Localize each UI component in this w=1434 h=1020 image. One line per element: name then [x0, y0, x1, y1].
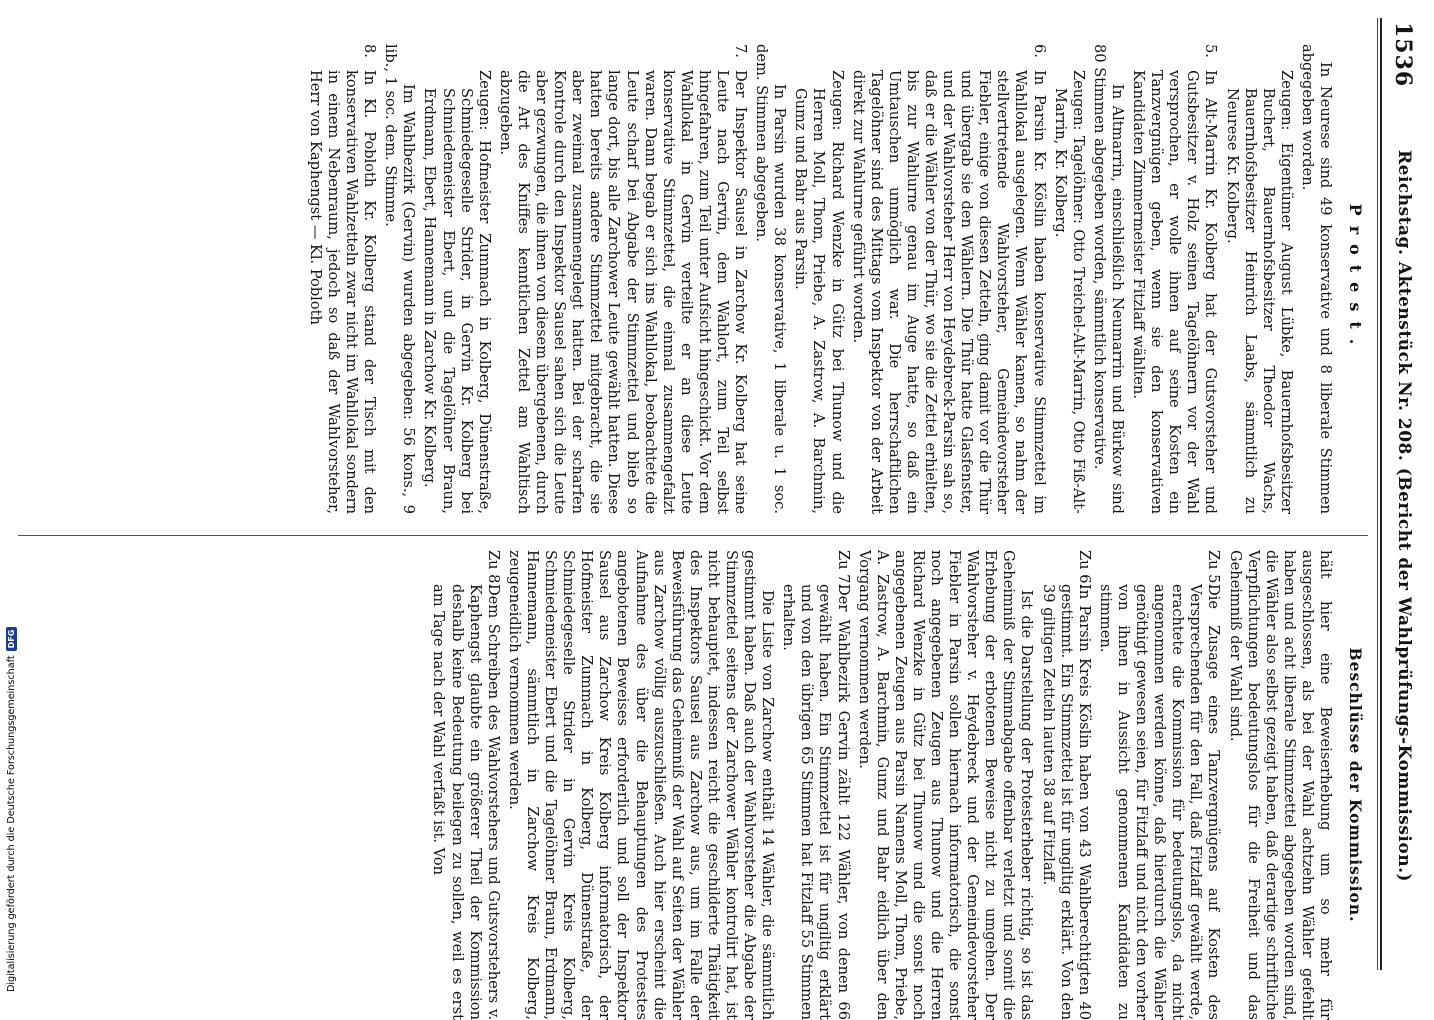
protest-heading: Protest. [1346, 203, 1365, 355]
column-divider [18, 535, 1368, 536]
commission-column [426, 550, 1364, 1020]
decision-label: Zu 7. [834, 550, 852, 589]
digitization-footer [1, 0, 21, 1000]
header-rule [1380, 18, 1382, 970]
left-column-paragraph: In Neurese sind 49 konservative und 8 liberale Stimmen abgegeben worden. [1298, 44, 1334, 514]
left-column-paragraph: In Parsin wurden 38 konservative, 1 liberale u. 1 soc. dem. Stimmen abgegeben. [753, 44, 789, 514]
header-rule-thin [1377, 18, 1378, 970]
paragraph-number: 8. [361, 44, 379, 58]
protest-column [303, 44, 1364, 514]
left-column-paragraph [306, 44, 378, 514]
decision-label: Zu 6. [1075, 550, 1093, 589]
decision-text: Dem Schreiben des Wahlvorstehers und Gutsvorstehers v. Kaphengst glaubte ein größerer Theil der Kommission deshalb keine Bedeutung beilegen zu sollen, weil es erst am Tage nach der Wahl verfaßt ist. Von [430, 584, 502, 1020]
left-column-paragraph [849, 44, 1048, 514]
right-column-paragraph: Die Liste von Zarchow enthält 14 Wähler, die sämmtlich gestimmt haben. Daß auch der Wahlvorsteher die Abgabe der Stimmzettel seitens der Zarchower Wähler kontrolirt hat, ist nicht behauptet, indessen reicht die geschilderte Thätigkeit des Inspektors Sausel aus Zarchow aus, um im Falle der Beweisführung das Geheimniß der Wahl auf Seiten der Wähler aus Zarchow völlig auszuschließen. Auch hier erscheint die Aufnahme des über die Behauptungen des Protestes angebotenen Beweises erforderlich und soll der Inspektor Sausel aus Zarchow Kreis Kolberg informatorisch, der Hofmeister Zummach in Kolberg, Dünenstraße, der Schmiedegeselle Strider in Gervin Kreis Kolberg, Schmiedemeister Ebert und die Tagelöhner Braun, Erdmann, Hannemann, sämmtlich in Zarchow Kreis Kolberg, zeugeneidlich vernommen werden. [505, 550, 777, 1020]
decision-text: Die Zusage eines Tanzvergnügens auf Kosten des Versprechenden für den Fall, daß Fitzlaff gewählt werde, erachtete die Kommission für bedeutungslos, da nicht angenommen werden könne, daß hierdurch die Wähler genöthigt gewesen seien, für Fitzlaff und nicht den vorher von ihnen in Aussicht genommenen Kandidaten zu stimmen. [1096, 584, 1223, 1020]
right-column-paragraph: Ist die Darstellung der Protesterheber richtig, so ist das Geheimniß der Stimmabgabe offenbar verletzt und somit die Erhebung der erbotenen Beweise nicht zu umgehen. Der Wahlvorsteher v. Heydebreck und der Gemeindevorsteher Fiebler in Parsin sollen hiernach informatorisch, die sonst noch angegebenen Zeugen aus Thunow und die Herren Richard Wenzke in Gütz bei Thunow und die sonst noch angegebenen Zeugen aus Parsin Namens Moll, Thom, Priebe, A. Zastrow, A. Barchmin, Gumz und Bahr eidlich über den Vorgang vernommen werden. [855, 550, 1036, 1020]
decision-text: In Parsin Kreis Köslin haben von 43 Wahlberechtigten 40 gestimmt. Ein Stimmzettel ist für ungiltig erklärt. Von den 39 giltigen Zetteln lauten 38 auf Fitzlaff. [1039, 584, 1093, 1020]
footer-text: Digitalisierung gefördert durch die Deutsche Forschungsgemeinschaft [5, 655, 17, 992]
paragraph-text: Der Inspektor Sausel in Zarchow Kr. Kolberg hat seine Leute nach Gervin, dem Wahlort, zum Teil selbst hingefahren, zum Teil unter Aufsicht hingeschickt. Vor dem Wahllokal in Gervin verteilte er an diese Leute konservative Stimmzettel, die einmal zusammengefalzt waren. Dann begab er sich ins Wahllokal, beobachtete die Leute scharf bei Abgabe der Stimmzettel und blieb so lange dort, bis alle Zarchower Leute gewählt hatten. Diese hatten bereits andere Stimmzettel mitgebracht, die sie aber zweimal zusammengelegt hatten. Bei der scharfen Kontrole durch den Inspektor Sausel sahen sich die Leute aber gezwungen, die ihnen von diesem übergebenen, durch die Art des Kniffes kenntlichen Zettel am Wahltisch abzugeben. [496, 70, 750, 514]
dfg-logo: DFG [6, 627, 17, 652]
decision-label: Zu 8. [484, 550, 502, 589]
paragraph-number: 6. [1030, 44, 1048, 58]
left-column-paragraph: In Altmarrin, einschließlich Neumarrin und Bürkow sind 80 Stimmen abgegeben worden, sämmtlich konservative. [1090, 44, 1126, 514]
running-title: Reichstag. Aktenstück Nr. 208. (Bericht der Wahlprüfungs-Kommission.) [1394, 150, 1414, 883]
right-column-paragraph [429, 550, 501, 1020]
left-column-paragraph: Zeugen: Hofmeister Zummach in Kolberg, Dünenstraße, Schmiedegeselle Strider, in Gervin Kr. Kolberg bei Schmiedemeister Ebert, und die Tagelöhner Braun, Erdmann, Ebert, Hannemann in Zarchow Kr. Kolberg. [421, 70, 493, 514]
left-column-paragraph [496, 44, 749, 514]
paragraph-text: In Alt-Marrin Kr. Kolberg hat der Gutsvorsteher und Gutsbesitzer v. Holz seinen Tagelöhnern vor der Wahl versprochen, er wolle ihnen auf seine Kosten ein Tanzvergnügen geben, wenn sie den konservativen Kandidaten Zimmermeister Fitzlaff wählten. [1130, 70, 1220, 514]
left-column-paragraph: Im Wahlbezirk (Gervin) wurden abgegeben: 56 kons., 9 lib., 1 soc. dem. Stimme. [382, 44, 418, 514]
commission-heading: Beschlüsse der Kommission. [1346, 647, 1365, 923]
page-number: 1536 [1390, 22, 1416, 88]
right-column-paragraph [779, 550, 851, 1020]
paragraph-number: 5. [1202, 44, 1220, 58]
right-column-paragraph [1096, 550, 1223, 1020]
left-column-paragraph: Zeugen: Richard Wenzke in Gütz bei Thunow und die Herren Moll, Thom, Priebe, A. Zastrow, A. Barchmin, Gumz und Bahr aus Parsin. [792, 70, 846, 514]
paragraph-text: In Kl. Pobloth Kr. Kolberg stand der Tisch mit den konservativen Wahlzetteln zwar nicht im Wahllokal sondern in einem Nebenraum, jedoch so daß der Wahlvorsteher, Herr von Kaphengst — Kl. Pobloth [306, 70, 379, 514]
paragraph-text: In Parsin Kr. Köslin haben konservative Stimmzettel im Wahllokal ausgelegen. Wenn Wähler kamen, so nahm der stellvertretende Wahlvorsteher, Gemeindevorsteher Fiebler, einige von diesen Zetteln, ging damit vor die Thür und übergab sie den Wählern. Die Thür hatte Glasfenster, und der Wahlvorsteher Herr von Heydebreck-Parsin sah so, daß er die Wähler von der Thür, wo sie die Zettel erhielten, bis zur Wahlurne genau im Auge hatte, so daß ein Umtauschen unmöglich war. Die herrschaftlichen Tagelöhner sind des Mittags vom Inspektor von der Arbeit direkt zur Wahlurne geführt worden. [849, 70, 1048, 514]
right-column-paragraph [1039, 550, 1093, 1020]
decision-text: Der Wahlbezirk Gervin zählt 122 Wähler, von denen 66 gewählt haben. Ein Stimmzettel ist für ungiltig erklärt und von den übrigen 65 Stimmen hat Fitzlaff 55 Stimmen erhalten. [780, 584, 852, 1020]
left-column-paragraph: Zeugen: Tagelöhner: Otto Treichel-Alt-Marrin, Otto Fiß-Alt-Marrin, Kr. Kolberg. [1051, 70, 1087, 514]
paragraph-number: 7. [732, 44, 750, 58]
left-column-paragraph: Zeugen: Eigentümer August Lübke, Bauernhofsbesitzer Buchert, Bauernhofsbesitzer Theodor Wachs, Bauernhofsbesitzer Heinrich Laabs, sämmtlich zu Neurese Kr. Kolberg. [1223, 70, 1295, 514]
decision-label: Zu 5. [1205, 550, 1223, 589]
right-column-paragraph: hält hier eine Beweiserhebung um so mehr für ausgeschlossen, als bei der Wahl achtzehn Wähler gefehlt haben und acht liberale Stimmzettel abgegeben worden sind, die Wähler also selbst gezeigt haben, daß derartige schriftliche Verpflichtungen bedeutungslos für die Freiheit und das Geheimniß der Wahl sind. [1226, 550, 1334, 1020]
left-column-paragraph [1129, 44, 1219, 514]
